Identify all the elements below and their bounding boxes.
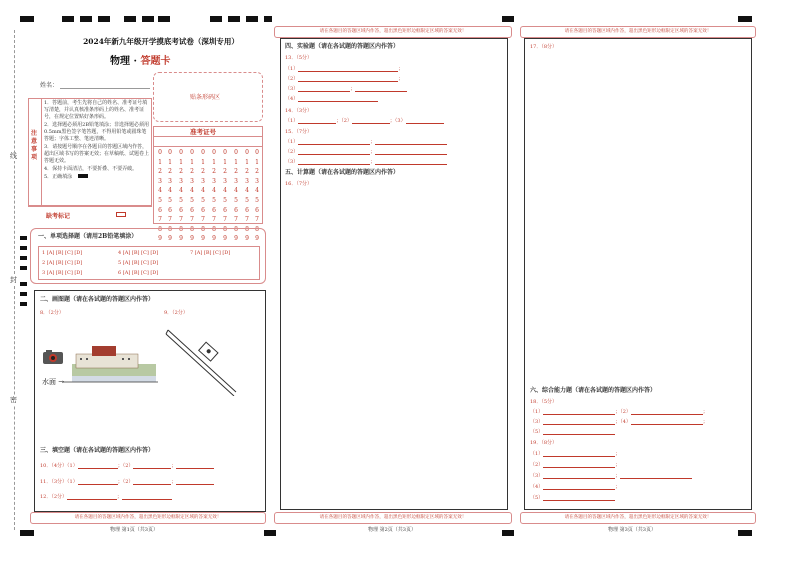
notice-divider xyxy=(41,98,42,206)
answer-row: （5） xyxy=(530,494,615,501)
ticket-digit-column[interactable]: 0 1 2 3 4 5 6 7 8 9 xyxy=(234,149,238,243)
page-footer: 物理 第3页（共3页） xyxy=(608,527,656,533)
ticket-digit-column[interactable]: 0 1 2 3 4 5 6 7 8 9 xyxy=(245,149,249,243)
absent-bubble[interactable] xyxy=(116,212,126,217)
sheet-title: 2024年新九年级开学摸底考试卷（深圳专用） xyxy=(83,37,239,46)
section2-title: 二、画图题（请在各试题的答题区内作答） xyxy=(40,296,155,303)
timing-mark xyxy=(20,292,27,296)
answer-blank[interactable] xyxy=(355,86,407,92)
timing-mark xyxy=(210,16,222,22)
answer-blank[interactable] xyxy=(298,76,398,82)
notice-item: 2．选择题必须用2B铅笔填涂；非选择题必须用0.5mm黑色签字笔答题，不得用铅笔或圆珠笔答题；字体工整、笔迹清晰。 xyxy=(44,122,150,142)
answer-blank[interactable] xyxy=(298,86,350,92)
subtitle-subject: 物理 · xyxy=(110,56,141,67)
answer-blank[interactable] xyxy=(543,419,615,425)
timing-mark xyxy=(158,16,170,22)
answer-blank[interactable] xyxy=(631,419,703,425)
answer-blank[interactable] xyxy=(543,484,615,490)
answer-row: （1） ； xyxy=(285,66,404,72)
q18-label: 18．（5分） xyxy=(530,399,558,405)
answer-blank[interactable] xyxy=(133,479,171,485)
timing-mark xyxy=(20,302,27,306)
answer-blank[interactable] xyxy=(298,139,370,145)
q8-label: 8．（2分） xyxy=(40,310,64,316)
name-label: 姓名： xyxy=(40,82,59,89)
page-footer: 物理 第1页（共3页） xyxy=(110,527,158,533)
answer-blank[interactable] xyxy=(375,159,447,165)
ticket-digit-column[interactable]: 0 1 2 3 4 5 6 7 8 9 xyxy=(223,149,227,243)
timing-mark xyxy=(20,236,27,240)
q10-row: 10．（4分）（1） ；（2） ； xyxy=(40,462,214,469)
answer-row: （1） ；（2） ； xyxy=(530,409,708,415)
answer-blank[interactable] xyxy=(176,479,214,485)
answer-row: （3） ； xyxy=(530,472,692,479)
timing-mark xyxy=(246,16,258,22)
notice-fill-label: 5．正确填涂 xyxy=(44,174,73,180)
answer-row: （4） xyxy=(285,95,378,102)
answer-blank[interactable] xyxy=(298,149,370,155)
timing-mark xyxy=(264,16,272,22)
answer-blank[interactable] xyxy=(543,462,615,468)
answer-row: （1） ； xyxy=(530,451,621,457)
choice-item[interactable]: 2 [A] [B] [C] [D] xyxy=(42,260,83,266)
barcode-label: 贴条形码区 xyxy=(190,94,221,101)
timing-mark xyxy=(502,530,514,536)
answer-blank[interactable] xyxy=(298,66,398,72)
notice-item xyxy=(44,174,150,181)
q9-label: 9．（2分） xyxy=(164,310,188,316)
binding-label-mark: 密 xyxy=(10,396,17,404)
answer-blank[interactable] xyxy=(298,159,370,165)
water-label: 水面 → xyxy=(42,378,65,386)
answer-blank[interactable] xyxy=(298,96,378,102)
answer-row: （1） ； xyxy=(285,138,447,145)
ticket-digit-column[interactable]: 0 1 2 3 4 5 6 7 8 9 xyxy=(212,149,216,243)
answer-blank[interactable] xyxy=(543,429,615,435)
choice-item[interactable]: 5 [A] [B] [C] [D] xyxy=(118,260,159,266)
answer-blank[interactable] xyxy=(176,463,214,469)
ticket-digit-column[interactable]: 0 1 2 3 4 5 6 7 8 9 xyxy=(158,149,162,243)
ticket-digit-column[interactable]: 0 1 2 3 4 5 6 7 8 9 xyxy=(190,149,194,243)
q14-label: 14．（3分） xyxy=(285,108,313,114)
timing-mark xyxy=(20,266,27,270)
answer-row: （1） ；（2） ；（3） xyxy=(285,117,444,124)
timing-mark xyxy=(738,530,752,536)
notice-item: 4．保持卡面清洁，不要折叠、不要弄破。 xyxy=(44,166,138,172)
answer-blank[interactable] xyxy=(78,463,118,469)
answer-row: （5） xyxy=(530,428,615,435)
answer-blank[interactable] xyxy=(631,409,703,415)
answer-blank[interactable] xyxy=(298,118,336,124)
choice-item[interactable]: 7 [A] [B] [C] [D] xyxy=(190,250,231,256)
ticket-input-line xyxy=(153,146,263,147)
q17-label: 17．（8分） xyxy=(530,44,558,50)
camera-icon xyxy=(43,350,63,364)
notice-item: 1．答题前，考生先将自己的姓名、准考证号填写清楚，并认真核准条形码上的姓名、准考证号，在规定位置贴好条形码。 xyxy=(44,100,148,120)
answer-row: （4） ； xyxy=(530,484,621,490)
answer-row: （3） ； xyxy=(285,85,407,92)
answer-blank[interactable] xyxy=(375,149,447,155)
timing-mark xyxy=(80,16,92,22)
binding-label-seal: 封 xyxy=(10,276,17,284)
absent-row-divider xyxy=(28,206,152,207)
answer-blank[interactable] xyxy=(543,451,615,457)
warning-text: 请在各题目的答题区域内作答，超出黑色矩形边框限定区域的答案无效！ xyxy=(564,515,712,520)
warning-text: 请在各题目的答题区域内作答，超出黑色矩形边框限定区域的答案无效！ xyxy=(74,515,222,520)
choice-item[interactable]: 6 [A] [B] [C] [D] xyxy=(118,270,159,276)
q11-row: 11．（3分）（1） ；（2） ； xyxy=(40,478,214,485)
timing-mark xyxy=(20,282,27,286)
section1-title: 一、单项选择题（请用2B铅笔填涂） xyxy=(38,233,138,240)
q12-row: 12．（2分） ； xyxy=(40,493,172,500)
answer-blank[interactable] xyxy=(67,494,117,500)
q19-label: 19．（8分） xyxy=(530,440,558,446)
q13-label: 13．（5分） xyxy=(285,55,313,61)
subtitle-answer-sheet: 答题卡 xyxy=(140,56,171,67)
warning-text: 请在各题目的答题区域内作答，超出黑色矩形边框限定区域的答案无效！ xyxy=(319,515,467,520)
answer-row: （2） ； xyxy=(530,462,621,468)
warning-text: 请在各题目的答题区域内作答，超出黑色矩形边框限定区域的答案无效！ xyxy=(564,29,712,34)
answer-row: （2） ； xyxy=(285,76,404,82)
ticket-digit-column[interactable]: 0 1 2 3 4 5 6 7 8 9 xyxy=(255,149,259,243)
section3-title: 三、填空题（请在各试题的答题区内作答） xyxy=(40,447,155,454)
timing-mark xyxy=(62,16,74,22)
ticket-label: 准考证号 xyxy=(190,128,216,136)
sheet-subtitle xyxy=(110,52,170,67)
timing-mark xyxy=(264,530,276,536)
name-field[interactable] xyxy=(60,88,150,89)
notice-list xyxy=(44,100,150,181)
timing-mark xyxy=(228,16,240,22)
timing-mark xyxy=(142,16,154,22)
answer-blank[interactable] xyxy=(133,463,171,469)
section4-title: 四、实验题（请在各试题的答题区内作答） xyxy=(285,43,400,50)
timing-mark xyxy=(98,16,110,22)
page-footer: 物理 第2页（共3页） xyxy=(368,527,416,533)
absent-label: 缺考标记 xyxy=(46,213,71,220)
notice-label: 注意事项 xyxy=(31,130,38,161)
q15-label: 15．（7分） xyxy=(285,129,313,135)
answer-blank[interactable] xyxy=(78,479,118,485)
answer-blank[interactable] xyxy=(122,494,172,500)
answer-blank[interactable] xyxy=(543,409,615,415)
page2-answer-box xyxy=(280,38,508,510)
ticket-digit-column[interactable]: 0 1 2 3 4 5 6 7 8 9 xyxy=(201,149,205,243)
ticket-header-line xyxy=(153,136,263,137)
answer-row: （2） ； xyxy=(285,148,447,155)
timing-mark xyxy=(124,16,136,22)
answer-blank[interactable] xyxy=(375,139,447,145)
ticket-digit-column[interactable]: 0 1 2 3 4 5 6 7 8 9 xyxy=(168,149,172,243)
choice-item[interactable]: 4 [A] [B] [C] [D] xyxy=(118,250,159,256)
answer-blank[interactable] xyxy=(543,495,615,501)
ticket-digit-column[interactable]: 0 1 2 3 4 5 6 7 8 9 xyxy=(179,149,183,243)
timing-mark xyxy=(738,16,752,22)
timing-mark xyxy=(20,246,27,250)
section6-title: 六、综合能力题（请在各试题的答题区内作答） xyxy=(530,387,657,394)
timing-mark xyxy=(20,256,27,260)
q9-diagram xyxy=(160,316,250,396)
answer-blank[interactable] xyxy=(620,473,692,479)
filled-bubble-sample xyxy=(78,174,88,178)
answer-blank[interactable] xyxy=(352,118,390,124)
section5-title: 五、计算题（请在各试题的答题区内作答） xyxy=(285,169,400,176)
page3-answer-box xyxy=(524,38,752,510)
block-icon xyxy=(199,342,218,361)
warning-text: 请在各题目的答题区域内作答，超出黑色矩形边框限定区域的答案无效！ xyxy=(319,29,467,34)
choice-item[interactable]: 1 [A] [B] [C] [D] xyxy=(42,250,83,256)
answer-row: （3） ； xyxy=(285,158,447,165)
palace-image xyxy=(72,346,156,382)
choice-item[interactable]: 3 [A] [B] [C] [D] xyxy=(42,270,83,276)
answer-blank[interactable] xyxy=(406,118,444,124)
q16-label: 16．（7分） xyxy=(285,181,313,187)
binding-label-line: 线 xyxy=(10,152,17,160)
timing-mark xyxy=(20,16,34,22)
answer-blank[interactable] xyxy=(543,473,615,479)
answer-row: （3） ；（4） ； xyxy=(530,419,708,425)
timing-mark xyxy=(20,530,34,536)
notice-item: 3．请按题号顺序在各题目的答题区域内作答，超出区域书写的答案无效；在草稿纸、试题卷上答题无效。 xyxy=(44,144,150,164)
timing-mark xyxy=(502,16,514,22)
